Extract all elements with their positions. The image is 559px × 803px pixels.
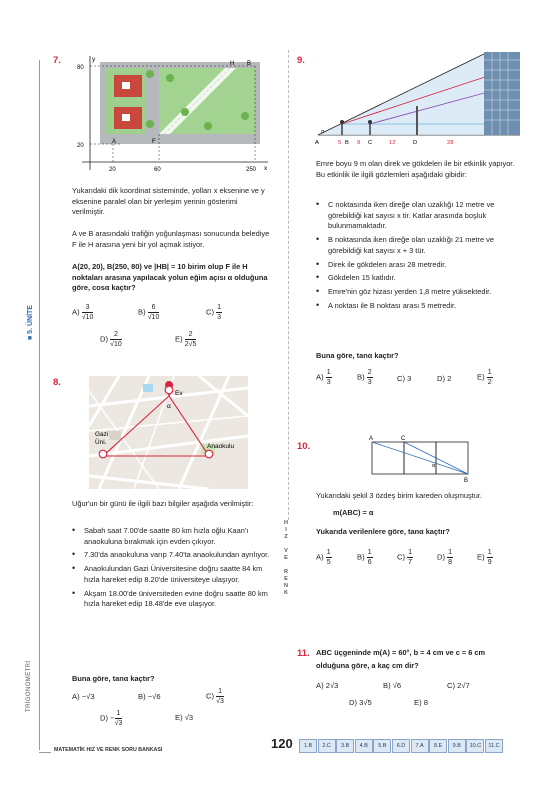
q10-option-d[interactable]: D) $\frac{1}{8}$: [437, 549, 453, 566]
q9-label-28: 28: [447, 140, 454, 146]
q8-bullet: • Sabah saat 7.00'de saatte 80 km hızla oğlu Kaan'ı anaokuluna bırakmak için evden çıkıyor.: [72, 526, 272, 547]
q9-label-12: 12: [389, 140, 396, 146]
hiz-renk-vertical: [282, 520, 290, 597]
q9-pole: [416, 106, 418, 135]
q11-number: 11.: [297, 648, 310, 659]
q10-label-c: C: [401, 436, 406, 442]
q8-uni-pin: [99, 450, 107, 458]
q11-option-d[interactable]: D) 3√5: [349, 698, 372, 707]
answer-key-cell: 11.C: [485, 739, 503, 753]
answer-key-cell: 1.B: [299, 739, 317, 753]
q7-option-e[interactable]: E) $\frac{2}{2√5}$: [175, 331, 197, 348]
q7-xtick-60: 60: [154, 167, 161, 173]
q10-option-a[interactable]: A) $\frac{1}{5}$: [316, 549, 331, 566]
q10-label-alpha: α: [432, 463, 436, 469]
q9-option-e[interactable]: E) $\frac{1}{2}$: [477, 369, 492, 386]
chapter-label: ■ 5. ÜNİTE: [27, 305, 34, 340]
q9-option-c[interactable]: C) 3: [397, 374, 412, 383]
q11-question-line-1: ABC üçgeninde m(A) = 60°, b = 4 cm ve c = 6 cm: [316, 648, 486, 657]
q10-label-a: A: [369, 436, 374, 442]
q10-text: Yukarıdaki şekil 3 özdeş birim kareden oluşmuştur.: [316, 491, 482, 500]
hiz-renk-letter: [282, 541, 290, 548]
hiz-renk-letter: E: [284, 555, 288, 561]
q7-figure: [60, 52, 275, 177]
q7-point-h: H: [230, 61, 235, 67]
answer-key-cell: 10.C: [466, 739, 484, 753]
page-number: 120: [271, 736, 293, 751]
q7-ytick-80: 80: [77, 65, 84, 71]
q7-x-label: x: [264, 165, 268, 172]
q7-number: 7.: [53, 55, 61, 66]
hiz-renk-letter: R: [284, 569, 288, 575]
answer-key-cell: 6.D: [392, 739, 410, 753]
q9-bullet: • A noktası ile B noktası arası 5 metredir.: [316, 301, 516, 312]
q8-label-gazi: Gazi: [95, 431, 109, 438]
left-margin-line: [39, 60, 40, 750]
q9-bullet: • Emre'nin göz hizası yerden 1,8 metre yüksektedir.: [316, 287, 516, 298]
q10-figure: [364, 432, 474, 484]
q9-bullet: • Direk ile gökdelen arası 28 metredir.: [316, 260, 516, 271]
q8-option-e[interactable]: E) √3: [175, 713, 194, 722]
hiz-renk-letter: E: [284, 576, 288, 582]
q9-figure: [312, 50, 522, 150]
hiz-renk-letter: H: [284, 520, 288, 526]
q7-xtick-250: 250: [246, 167, 257, 173]
subject-label: TRİGONOMETRİ: [26, 660, 32, 712]
q7-option-d[interactable]: D) $\frac{2}{√10}$: [100, 331, 122, 348]
q10-option-b[interactable]: B) $\frac{1}{6}$: [357, 549, 372, 566]
q8-bullet: • Akşam 18.00'de üniversiteden evine doğru saatte 80 km hızla hareket edip 18.48'de eve ulaşıyor.: [72, 589, 272, 610]
hiz-renk-letter: N: [284, 583, 288, 589]
footer-line: [39, 752, 51, 753]
q7-point-a: A: [112, 139, 117, 145]
q9-label-5: 5: [338, 140, 342, 146]
q9-bullet: • B noktasında iken direğe olan uzaklığı 21 metre ve görebildiği kat sayısı x + 3 tür.: [316, 235, 516, 256]
answer-key-cell: 2.C: [318, 739, 336, 753]
q9-label-d: D: [413, 140, 418, 146]
q7-option-b[interactable]: B) $\frac{6}{√10}$: [138, 304, 160, 321]
q9-label-c: C: [368, 140, 373, 146]
answer-key-cell: 8.E: [429, 739, 447, 753]
footer-title: MATEMATİK HIZ VE RENK SORU BANKASI: [54, 747, 163, 753]
q8-bullet: • 7.30'da anaokuluna varıp 7.40'ta anaokulundan ayrılıyor.: [72, 550, 272, 561]
q10-number: 10.: [297, 441, 311, 452]
q7-point-f: F: [152, 139, 156, 145]
q10-label-b: B: [464, 478, 469, 484]
q8-option-c[interactable]: C) $\frac{1}{√3}$: [206, 688, 224, 705]
q10-option-c[interactable]: C) $\frac{1}{7}$: [397, 549, 413, 566]
hiz-renk-letter: Z: [284, 534, 288, 540]
q7-question: A(20, 20), B(250, 80) ve |HB| = 10 birim olup F ile H noktaları arasına yapılacak yolun eğim açısı α olduğuna göre, cosα kaçtır?: [72, 262, 268, 293]
q8-option-a[interactable]: A) −√3: [72, 692, 95, 701]
q9-label-a: A: [315, 140, 319, 146]
hiz-renk-letter: [282, 562, 290, 569]
q7-option-a[interactable]: A) $\frac{3}{√10}$: [72, 304, 94, 321]
q7-point-b: B: [247, 61, 252, 67]
q9-option-d[interactable]: D) 2: [437, 374, 452, 383]
answer-key-cell: 9.B: [448, 739, 466, 753]
q9-option-a[interactable]: A) $\frac{1}{3}$: [316, 369, 331, 386]
answer-key-cell: 7.A: [411, 739, 429, 753]
hiz-renk-letter: V: [284, 548, 288, 554]
q9-bullet: • Gökdelen 15 katlıdır.: [316, 273, 516, 284]
answer-key-cell: 3.B: [336, 739, 354, 753]
q7-ytick-20: 20: [77, 143, 84, 149]
answer-key-cell: 4.B: [355, 739, 373, 753]
q8-school-pin: [205, 450, 213, 458]
q8-label-alpha: α: [167, 403, 171, 410]
q9-number: 9.: [297, 55, 305, 66]
q9-skyscraper: [484, 52, 520, 135]
q8-label-ev: Ev: [175, 390, 183, 397]
q10-question: Yukarıda verilenlere göre, tanα kaçtır?: [316, 527, 450, 536]
column-divider: [288, 50, 289, 520]
q10-line-ab: [372, 442, 468, 474]
q7-y-label: y: [92, 56, 96, 63]
q8-intro: Uğur'un bir günü ile ilgili bazı bilgiler aşağıda verilmiştir:: [72, 499, 254, 508]
q10-angle: m(ABC) = α: [333, 508, 374, 517]
q8-label-uni: Üni.: [95, 439, 107, 446]
q8-option-d[interactable]: D) − $\frac{1}{√3}$: [100, 710, 123, 727]
q7-xtick-20: 20: [109, 167, 116, 173]
q8-map: [89, 376, 248, 489]
q9-alpha: α: [321, 129, 325, 135]
q7-option-c[interactable]: C) $\frac{1}{3}$: [206, 304, 222, 321]
q9-bullets: [316, 200, 516, 315]
q8-bullet: • Anaokulundan Gazi Üniversitesine doğru saatte 84 km hızla hareket edip 8.20'de üniversiteye ulaşıyor.: [72, 564, 272, 585]
q8-question: Buna göre, tanα kaçtır?: [72, 674, 155, 683]
q7-text-2: A ve B arasındaki trafiğin yoğunlaşması sonucunda belediye F ile H arasına yeni bir yol açmak istiyor.: [72, 229, 270, 249]
q8-number: 8.: [53, 377, 61, 388]
q7-text-1: Yukarıdaki dik koordinat sisteminde, yolları x eksenine ve y eksenine paralel olan bir yerleşim yerinin gösterimi verilmiştir.: [72, 186, 265, 217]
q9-option-b[interactable]: B) $\frac{2}{3}$: [357, 369, 372, 386]
q11-option-a[interactable]: A) 2√3: [316, 681, 339, 690]
q9-intro: Emre boyu 9 m olan direk ve gökdelen ile bir etkinlik yapıyor. Bu etkinlik ile ilgili gözlemleri aşağıdaki gibidir:: [316, 159, 515, 179]
hiz-renk-letter: I: [285, 527, 287, 533]
q9-bullet: • C noktasında iken direğe olan uzaklığı 12 metre ve görebildiği kat sayısı x tir. Katlar arasında boşluk bulunmamaktadır.: [316, 200, 516, 232]
q11-option-e[interactable]: E) 8: [414, 698, 428, 707]
q8-option-b[interactable]: B) −√6: [138, 692, 161, 701]
q9-label-b: B: [345, 140, 349, 146]
q11-option-b[interactable]: B) √6: [383, 681, 402, 690]
q11-question-line-2: olduğuna göre, a kaç cm dir?: [316, 661, 419, 670]
q9-question: Buna göre, tanα kaçtır?: [316, 351, 399, 360]
q8-bullets: [72, 526, 272, 613]
q10-option-e[interactable]: E) $\frac{1}{9}$: [477, 549, 492, 566]
q8-label-anaokulu: Anaokulu: [207, 443, 235, 450]
answer-key-cell: 5.B: [373, 739, 391, 753]
q9-label-9: 9: [357, 140, 361, 146]
q11-option-c[interactable]: C) 2√7: [447, 681, 470, 690]
hiz-renk-letter: K: [284, 590, 288, 596]
